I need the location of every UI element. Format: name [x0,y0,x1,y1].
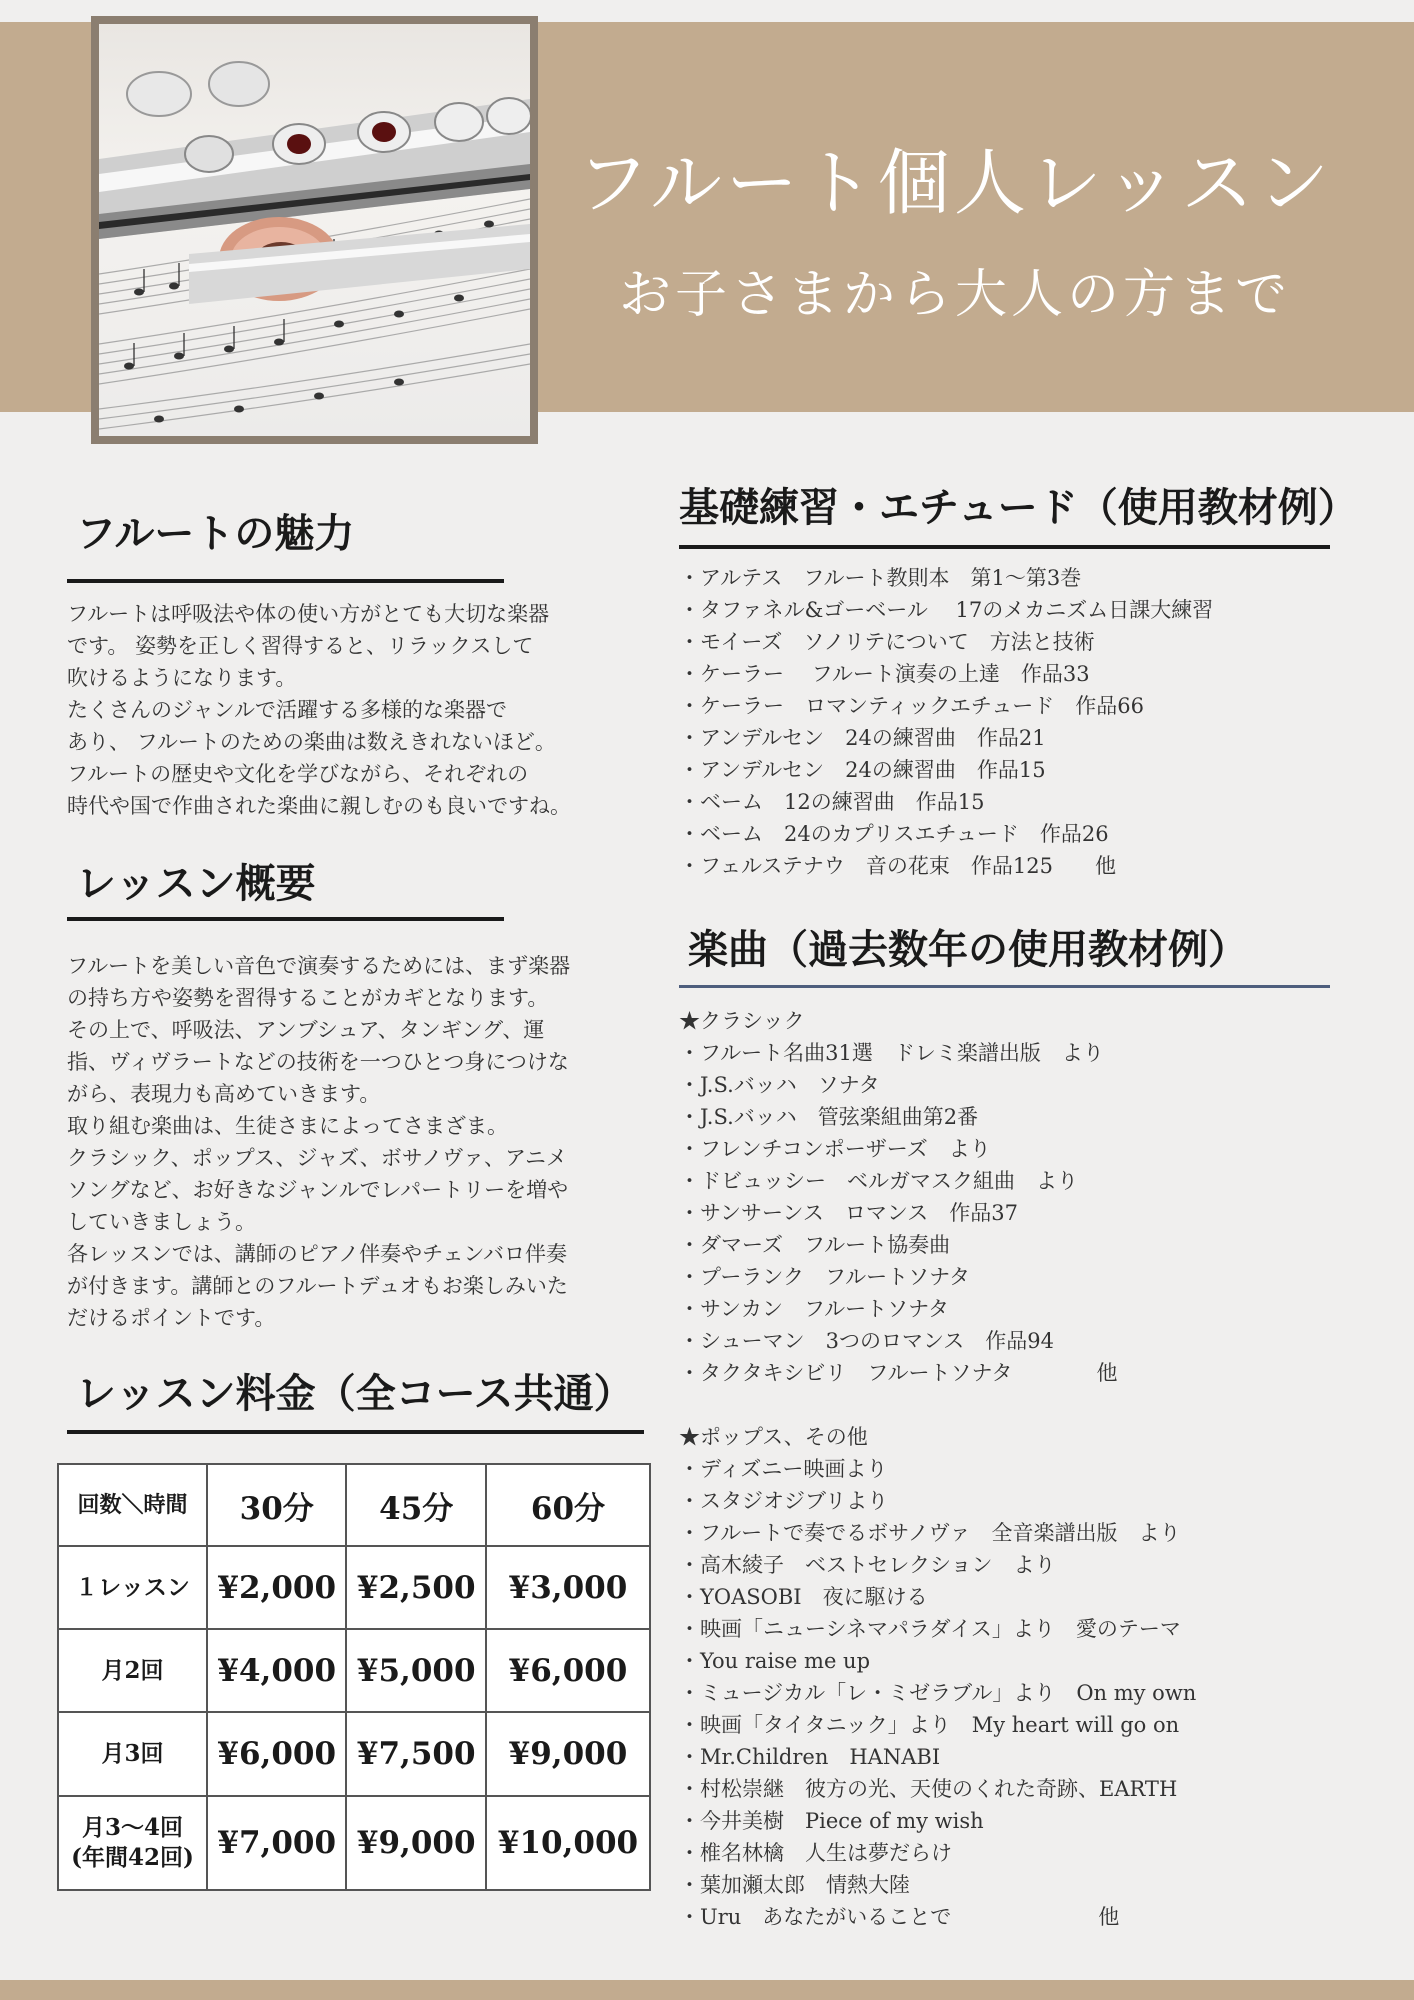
fee-row [58,1796,650,1890]
paragraph-line: 取り組む楽曲は、生徒さまによってさまざま。 [67,1114,508,1138]
paragraph-line: が付きます。講師とのフルートデュオもお楽しみいた [67,1274,568,1298]
list-item: ・アンデルセン 24の練習曲 作品21 [679,726,1046,750]
list-item: ・フルート名曲31選 ドレミ楽譜出版 より [679,1041,1104,1065]
list-item: ・ミュージカル「レ・ミゼラブル」より On my own [679,1681,1197,1705]
fee-row-label-line1: 月3〜4回 [81,1814,183,1841]
fee-cell: ¥6,000 [207,1712,346,1796]
page-subtitle: お子さまから大人の方まで [618,265,1291,325]
paragraph-line: フルートを美しい音色で演奏するためには、まず楽器 [67,954,571,978]
paragraph-line: 各レッスンでは、講師のピアノ伴奏やチェンバロ伴奏 [67,1242,568,1266]
paragraph-line: 指、ヴィヴラートなどの技術を一つひとつ身につけな [67,1050,569,1074]
list-item: ・ドビュッシー ベルガマスク組曲 より [679,1169,1078,1193]
page-title: フルート個人レッスン [576,141,1334,225]
list-item: ・葉加瀬太郎 情熱大陸 [679,1873,910,1897]
fee-cell: ¥9,000 [346,1796,485,1890]
list-item: ・アルテス フルート教則本 第1〜第3巻 [679,566,1082,590]
list-item: ・ケーラー ロマンティックエチュード 作品66 [679,694,1144,718]
overview-heading: レッスン概要 [76,860,316,907]
fee-row-label [58,1796,207,1890]
fee-row [58,1712,650,1796]
fee-cell: ¥3,000 [486,1546,650,1629]
fees-heading: レッスン料金（全コース共通） [76,1370,634,1417]
paragraph-line: クラシック、ポップス、ジャズ、ボサノヴァ、アニメ [67,1146,568,1170]
list-item: ・サンサーンス ロマンス 作品37 [679,1201,1018,1225]
spacer [679,1389,1196,1421]
list-item: ・フレンチコンポーザーズ より [679,1137,991,1161]
list-item: ・J.S.バッハ ソナタ [679,1073,880,1097]
list-item: ・ベーム 12の練習曲 作品15 [679,790,985,814]
list-item: ・ディズニー映画より [679,1457,888,1481]
list-item: ・椎名林檎 人生は夢だらけ [679,1841,952,1865]
list-item: ・Uru あなたがいることで 他 [679,1905,1120,1929]
list-item: ・J.S.バッハ 管弦楽組曲第2番 [679,1105,979,1129]
list-item: ・YOASOBI 夜に駆ける [679,1585,928,1609]
fee-cell: ¥9,000 [486,1712,650,1796]
list-item: ・Mr.Children HANABI [679,1745,941,1769]
list-item: ・サンカン フルートソナタ [679,1297,950,1321]
paragraph-line: の持ち方や姿勢を習得することがカギとなります。 [67,986,549,1010]
paragraph-line: していきましょう。 [67,1210,256,1234]
paragraph-line: だけるポイントです。 [67,1306,276,1330]
classic-heading: ★クラシック [679,1009,805,1033]
list-item: ・ベーム 24のカプリスエチュード 作品26 [679,822,1109,846]
fee-row-label-line2: (年間42回) [71,1844,194,1871]
fee-cell: ¥7,500 [346,1712,485,1796]
fee-row [58,1629,650,1712]
fee-cell: ¥4,000 [207,1629,346,1712]
fee-header-row [58,1464,650,1546]
etude-rule [679,545,1330,549]
fee-cell: ¥10,000 [486,1796,650,1890]
list-item: ・今井美樹 Piece of my wish [679,1809,984,1833]
fee-row-label: １レッスン [58,1546,207,1629]
paragraph-line: あり、 フルートのための楽曲は数えきれないほど。 [67,730,556,754]
paragraph-line: です。 姿勢を正しく習得すると、リラックスして [67,634,534,658]
overview-rule [67,917,504,921]
list-item: ・スタジオジブリより [679,1489,889,1513]
pops-list [679,1453,1196,1933]
list-item: ・シューマン 3つのロマンス 作品94 [679,1329,1055,1353]
repertoire-list [679,1005,1196,1933]
fee-column-header: 30分 [207,1464,346,1546]
paragraph-line: 吹けるようになります。 [67,666,297,690]
fee-column-header: 45分 [346,1464,485,1546]
list-item: ・タファネル&ゴーベール 17のメカニズム日課大練習 [679,598,1214,622]
paragraph-line: その上で、呼吸法、アンブシュア、タンギング、運 [67,1018,545,1042]
fee-cell: ¥2,000 [207,1546,346,1629]
list-item: ・高木綾子 ベストセレクション より [679,1553,1056,1577]
charm-rule [67,579,504,583]
fees-rule [67,1430,644,1434]
list-item: ・フェルステナウ 音の花束 作品125 他 [679,854,1116,878]
flute-image [99,24,530,436]
paragraph-line: ソングなど、お好きなジャンルでレパートリーを増や [67,1178,569,1202]
pops-heading: ★ポップス、その他 [679,1425,868,1449]
footer-band [0,1980,1414,2000]
list-item: ・フルートで奏でるボサノヴァ 全音楽譜出版 より [679,1521,1181,1545]
paragraph-line: フルートの歴史や文化を学びながら、それぞれの [67,762,529,786]
fee-corner-cell: 回数＼時間 [58,1464,207,1546]
fee-row-label: 月2回 [58,1629,207,1712]
paragraph-line: がら、表現力も高めていきます。 [67,1082,381,1106]
fee-column-header: 60分 [486,1464,650,1546]
list-item: ・村松崇継 彼方の光、天使のくれた奇跡、EARTH [679,1777,1178,1801]
fee-cell: ¥7,000 [207,1796,346,1890]
list-item: ・モイーズ ソノリテについて 方法と技術 [679,630,1095,654]
list-item: ・タクタキシビリ フルートソナタ 他 [679,1361,1118,1385]
list-item: ・映画「タイタニック」より My heart will go on [679,1713,1180,1737]
etude-heading: 基礎練習・エチュード（使用教材例） [679,484,1358,531]
classic-list [679,1037,1196,1389]
fee-cell: ¥6,000 [486,1629,650,1712]
list-item: ・ダマーズ フルート協奏曲 [679,1233,951,1257]
list-item: ・You raise me up [679,1649,871,1673]
paragraph-line: 時代や国で作曲された楽曲に親しむのも良いですね。 [67,794,571,818]
list-item: ・ケーラー フルート演奏の上達 作品33 [679,662,1090,686]
list-item: ・映画「ニューシネマパラダイス」より 愛のテーマ [679,1617,1181,1641]
overview-text [67,950,570,1334]
repertoire-heading: 楽曲（過去数年の使用教材例） [688,926,1248,973]
repertoire-rule [679,985,1330,988]
charm-text [67,598,571,822]
fee-cell: ¥5,000 [346,1629,485,1712]
flute-photo [91,16,538,444]
paragraph-line: たくさんのジャンルで活躍する多様的な楽器で [67,698,508,722]
paragraph-line: フルートは呼吸法や体の使い方がとても大切な楽器 [67,602,550,626]
fee-cell: ¥2,500 [346,1546,485,1629]
etude-list [679,562,1213,882]
fee-row-label: 月3回 [58,1712,207,1796]
charm-heading: フルートの魅力 [76,510,355,557]
fee-table [57,1463,651,1891]
list-item: ・アンデルセン 24の練習曲 作品15 [679,758,1046,782]
fee-row [58,1546,650,1629]
list-item: ・プーランク フルートソナタ [679,1265,971,1289]
